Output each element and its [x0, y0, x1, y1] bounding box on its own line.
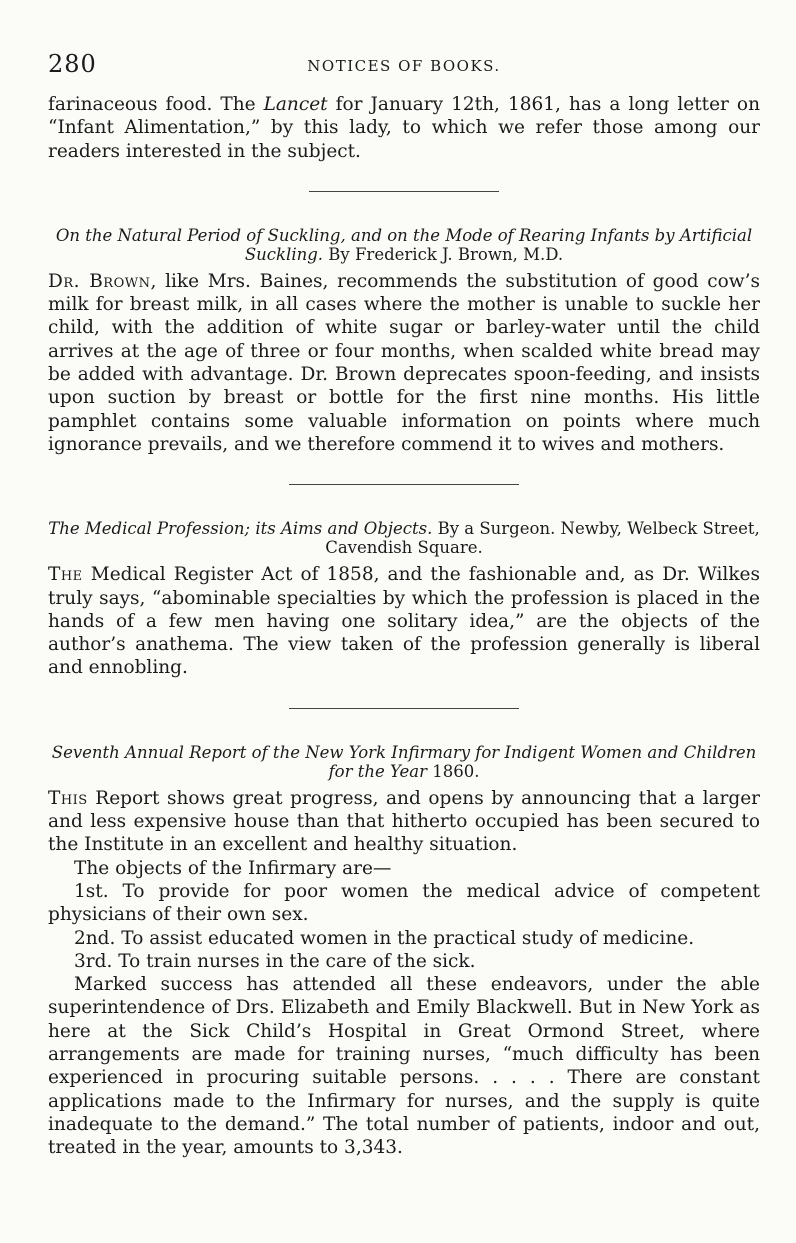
notice-body: The Medical Register Act of 1858, and the fashionable and, as Dr. Wilkes truly says, “abominable specialties by which the profession is placed in the hands of a few men having one solitary idea,” are the objects of the author’s anathema. The view taken of the profession generally is liberal and ennobling.	[48, 564, 760, 679]
object-item: 1st. To provide for poor women the medical advice of competent physicians of their own sex.	[48, 880, 760, 926]
page-body	[48, 93, 760, 1160]
section-divider	[309, 191, 499, 192]
intro-paragraph: farinaceous food. The Lancet for January 12th, 1861, has a long letter on “Infant Alimentation,” by this lady, to which we refer those among our readers interested in the subject.	[48, 94, 760, 162]
notice-title: On the Natural Period of Suckling, and on the Mode of Rearing Infants by Artificial Suckling. By Frederick J. Brown, M.D.	[55, 225, 753, 264]
closing-paragraph: Marked success has attended all these endeavors, under the able superintendence of Drs. Elizabeth and Emily Blackwell. But in New York as here at the Sick Child’s Hospital in Great Ormond Street, where arrangements are made for training nurses, “much difficulty has been experienced in procuring suitable persons. . . . . There are constant applications made to the Infirmary for nurses, and the supply is quite inadequate to the demand.” The total number of patients, indoor and out, treated in the year, amounts to 3,343.	[48, 974, 760, 1159]
section-divider	[289, 484, 519, 485]
notice-title: Seventh Annual Report of the New York Infirmary for Indigent Women and Children for the Year 1860.	[51, 742, 757, 781]
notice-body: Dr. Brown, like Mrs. Baines, recommends the substitution of good cow’s milk for breast milk, in all cases where the mother is unable to suckle her child, with the addition of white sugar or barley-water until the child arrives at the age of three or four months, when scalded white bread may be added with advantage. Dr. Brown deprecates spoon-feeding, and insists upon suction by breast or bottle for the first nine months. His little pamphlet contains some valuable information on points where much ignorance prevails, and we therefore commend it to wives and mothers.	[48, 270, 760, 455]
journal-title: Lancet	[263, 94, 328, 115]
page-header	[48, 50, 760, 84]
running-head: NOTICES OF BOOKS.	[307, 57, 501, 75]
object-item: 2nd. To assist educated women in the practical study of medicine.	[74, 927, 695, 949]
notice-body: This Report shows great progress, and opens by announcing that a larger and less expensive house than that hitherto occupied has been secured to the Institute in an excellent and healthy situation.	[48, 787, 760, 856]
page-number: 280	[48, 50, 97, 78]
notice-infirmary-report	[48, 743, 760, 1160]
section-divider	[289, 708, 519, 709]
notice-suckling	[48, 226, 760, 456]
object-item: 3rd. To train nurses in the care of the sick.	[74, 950, 476, 972]
notice-title: The Medical Profession; its Aims and Objects. By a Surgeon. Newby, Welbeck Street, Cavendish Square.	[48, 519, 760, 558]
objects-intro: The objects of the Infirmary are—	[74, 857, 392, 879]
notice-medical-profession	[48, 519, 760, 679]
